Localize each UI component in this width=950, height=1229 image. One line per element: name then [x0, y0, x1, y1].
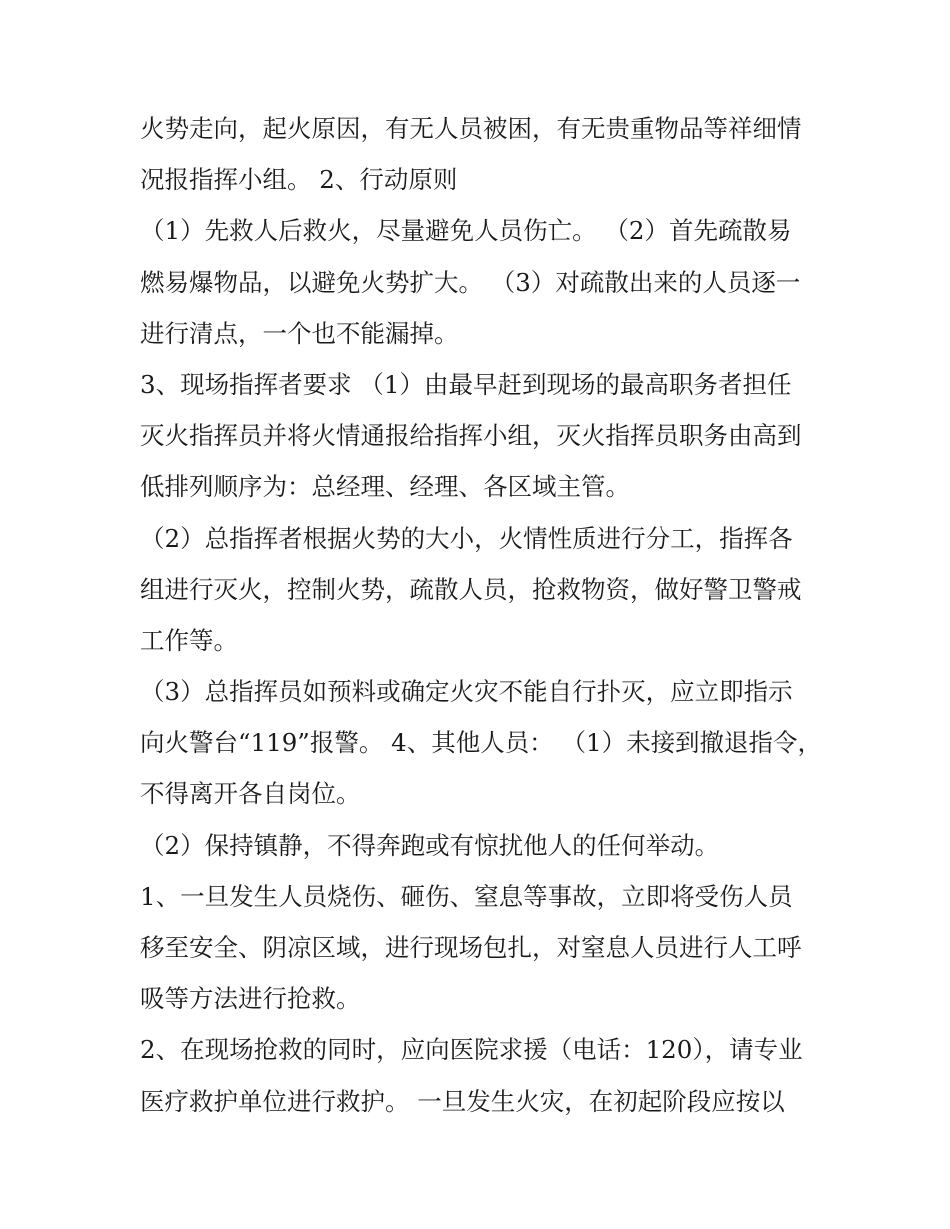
- text-line: 低排列顺序为：总经理、经理、各区域主管。: [140, 472, 630, 502]
- text-line: （1）先救人后救火，尽量避免人员伤亡。 （2）首先疏散易: [140, 216, 792, 246]
- text-line: （2）总指挥者根据火势的大小，火情性质进行分工，指挥各: [140, 523, 793, 553]
- text-line: 2、在现场抢救的同时，应向医院求援（电话：120），请专业: [140, 1035, 803, 1065]
- text-line: （3）总指挥员如预料或确定火灾不能自行扑灭，应立即指示: [140, 677, 793, 707]
- text-line: 灭火指挥员并将火情通报给指挥小组，灭火指挥员职务由高到: [140, 421, 802, 451]
- document-body: [140, 103, 830, 1127]
- text-line: （2）保持镇静，不得奔跑或有惊扰他人的任何举动。: [140, 830, 720, 860]
- text-line: 医疗救护单位进行救护。 一旦发生火灾，在初起阶段应按以: [140, 1086, 785, 1116]
- text-line: 移至安全、阴凉区域，进行现场包扎，对窒息人员进行人工呼: [140, 933, 802, 962]
- text-line: 组进行灭火，控制火势，疏散人员，抢救物资，做好警卫警戒: [140, 574, 802, 604]
- text-line: 吸等方法进行抢救。: [140, 984, 361, 1014]
- text-line: 燃易爆物品，以避免火势扩大。 （3）对疏散出来的人员逐一: [140, 267, 801, 297]
- text-line: 工作等。: [140, 625, 238, 655]
- text-line: 火势走向，起火原因，有无人员被困，有无贵重物品等祥细情: [140, 114, 802, 143]
- text-line: 3、现场指挥者要求 （1）由最早赶到现场的最高职务者担任: [140, 369, 792, 399]
- text-line: 况报指挥小组。 2、行动原则: [140, 165, 458, 195]
- text-line: 1、一旦发生人员烧伤、砸伤、窒息等事故，立即将受伤人员: [140, 881, 793, 911]
- text-line: 进行清点，一个也不能漏掉。: [140, 318, 459, 348]
- text-line: 不得离开各自岗位。: [140, 779, 361, 809]
- text-line: 向火警台“119”报警。 4、其他人员： （1）未接到撤退指令，: [140, 728, 823, 758]
